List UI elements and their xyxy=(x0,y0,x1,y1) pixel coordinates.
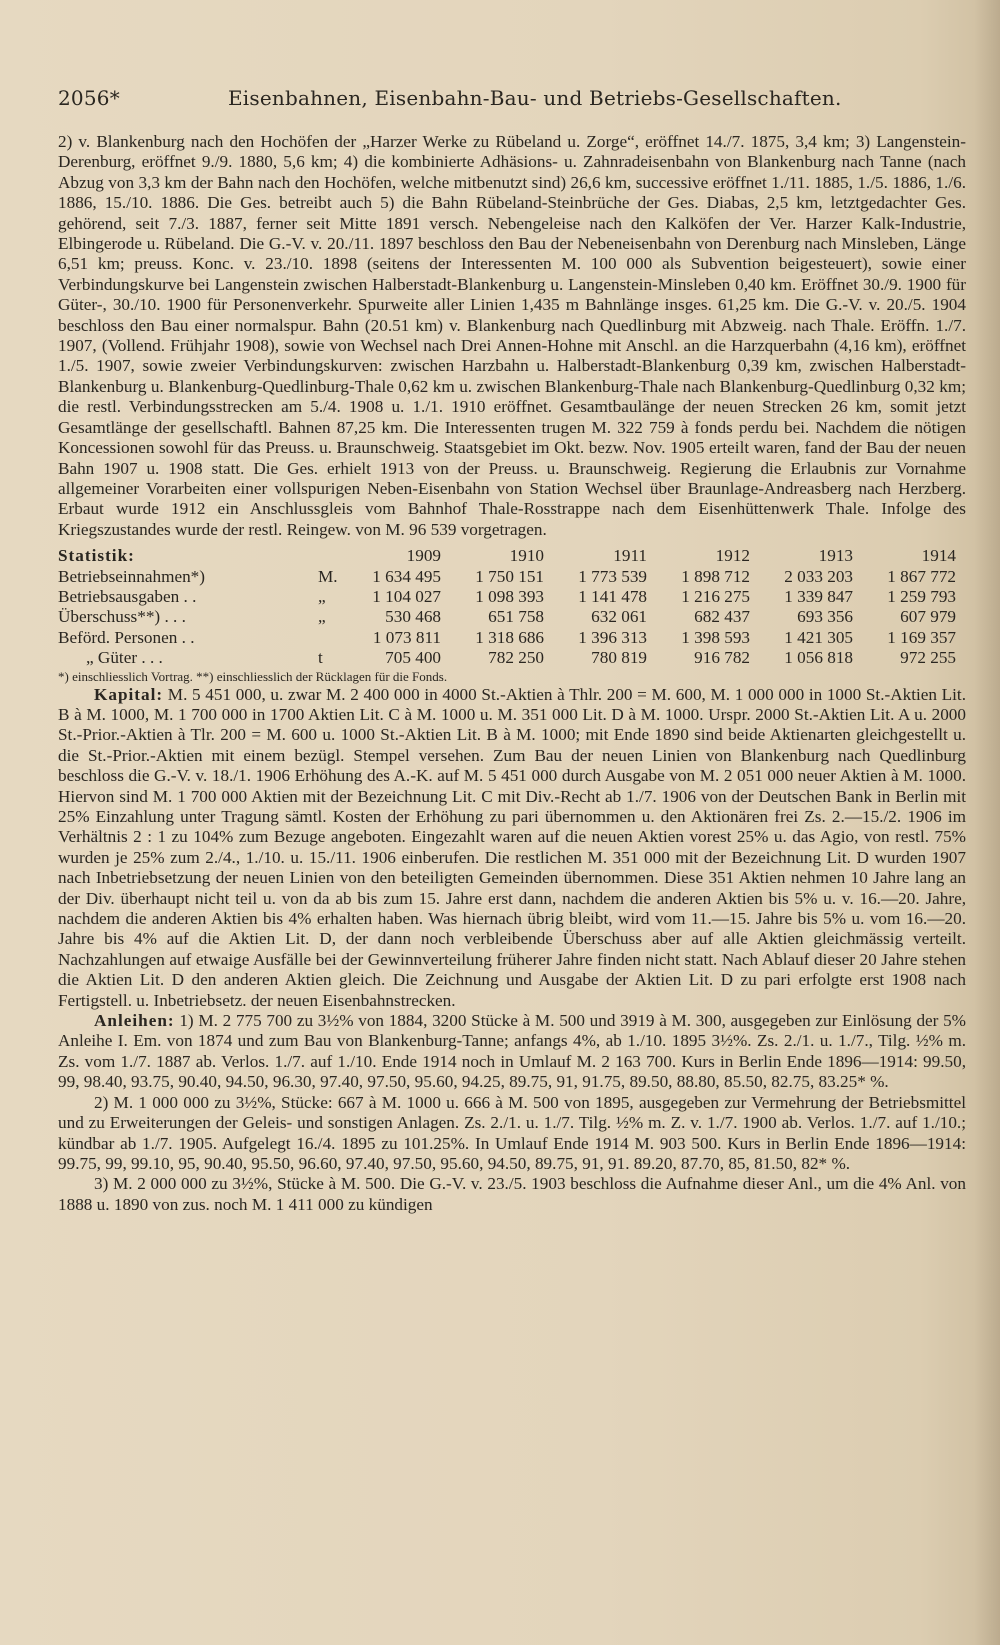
kapital-text: M. 5 451 000, u. zwar M. 2 400 000 in 4000 St.-Aktien à Thlr. 200 = M. 600, M. 1 000 000 in 1000 St.-Aktien Lit. B à M. 1000, M. 1 700 000 in 1700 Aktien Lit. C à M. 1000 u. M. 351 000 Lit. D à M. 1000. Urspr. 2000 St.-Aktien Lit. A u. 2000 St.-Prior.-Aktien à Tlr. 200 = M. 600 u. 1000 St.-Aktien Lit. B à M. 1000; mit Ende 1890 sind beide Aktienarten gleichgestellt u. die St.-Prior.-Aktien mit einem bezügl. Stempel versehen. Zum Bau der neuen Linien von Blankenburg nach Quedlinburg beschloss die G.-V. v. 18./1. 1906 Erhöhung des A.-K. auf M. 5 451 000 durch Ausgabe von M. 2 051 000 neuer Aktien à M. 1000. Hiervon sind M. 1 700 000 Aktien mit der Bezeichnung Lit. C mit Div.-Recht ab 1./7. 1906 von der Deutschen Bank in Berlin mit 25% Einzahlung unter Tragung sämtl. Kosten der Erhöhung zu pari übernommen u. den Aktionären frei Zs. 2.—15./2. 1906 im Verhältnis 2 : 1 zu 104% zum Bezuge angeboten. Eingezahlt waren auf die neuen Aktien vorest 25% u. das Agio, von restl. 75% wurden je 25% zum 2./4., 1./10. u. 15./11. 1906 einberufen. Die restlichen M. 351 000 mit der Bezeichnung Lit. D wurden 1907 nach Inbetriebsetzung der neuen Linien von den beteiligten Gemeinden übernommen. Diese 351 Aktien nehmen 10 Jahre lang an der Div. überhaupt nicht teil u. von da ab bis zum 15. Jahre erst dann, nachdem die anderen Aktien bis 5% u. v. 16.—20. Jahre, nachdem die anderen Aktien bis 4% erhalten haben. Was hiernach übrig bleibt, wird vom 11.—15. Jahre bis 5% u. vom 16.—20. Jahre bis 4% auf die Aktien Lit. D, der dann noch verbleibende Überschuss aber auf alle Aktien gleichmässig verteilt. Nachzahlungen auf etwaige Ausfälle bei der Gewinnverteilung früherer Jahre finden nicht statt. Nach Ablauf dieser 20 Jahre stehen die Aktien Lit. D den anderen Aktien gleich. Die Zeichnung und Ausgabe der Aktien Lit. D zu pari erfolgte erst 1908 nach Fertigstell. u. Inbetriebsetz. der neuen Eisenbahnstrecken. xyxy=(58,684,967,1010)
year-cell: 1913 xyxy=(818,546,853,566)
statistics-label: Statistik: xyxy=(58,546,135,566)
statistics-table xyxy=(58,546,966,668)
anleihen-paragraph-3: 3) M. 2 000 000 zu 3½%, Stücke à M. 500. Die G.-V. v. 23./5. 1903 beschloss die Aufnahme dieser Anl., um die 4% Anl. von 1888 u. 1890 von zus. noch M. 1 411 000 zu kündigen xyxy=(58,1174,966,1214)
table-cell: 1 318 686 xyxy=(475,627,544,647)
table-cell: 607 979 xyxy=(900,607,956,627)
anleihen-label: Anleihen: xyxy=(94,1011,175,1031)
table-cell: 1 098 393 xyxy=(475,586,544,606)
table-cell: 1 396 313 xyxy=(578,627,647,647)
table-cell: 782 250 xyxy=(488,648,544,668)
kapital-paragraph xyxy=(58,685,966,1012)
statistics-header-row xyxy=(58,546,966,566)
kapital-label: Kapital: xyxy=(94,684,164,704)
page-body xyxy=(58,132,966,1215)
page-header xyxy=(58,86,958,116)
table-row xyxy=(58,567,966,587)
table-cell: 1 339 847 xyxy=(784,586,853,606)
row-label: Betriebseinnahmen*) xyxy=(58,566,206,586)
table-cell: 780 819 xyxy=(591,648,647,668)
row-unit xyxy=(318,628,348,648)
table-cell: 1 056 818 xyxy=(784,648,853,668)
anleihen-paragraph-2: 2) M. 1 000 000 zu 3½%, Stücke: 667 à M. 1000 u. 666 à M. 500 von 1895, ausgegeben zur Vermehrung der Betriebsmittel und zu Erweiterungen der Geleis- und sonstigen Anlagen. Zs. 2./1. u. 1./7. Tilg. ½% m. Z. v. 1./7. 1900 ab. Verlos. 1./7. auf 1./10.; kündbar ab 1./7. 1905. Aufgelegt 16./4. 1895 zu 101.25%. In Umlauf Ende 1914 M. 903 500. Kurs in Berlin Ende 1896—1914: 99.75, 99, 99.10, 95, 90.40, 95.50, 96.60, 97.40, 97.50, 95.60, 94.50, 89.75, 91, 91. 89.20, 87.70, 85, 81.50, 82* %. xyxy=(58,1092,966,1173)
anleihen-paragraph-1 xyxy=(58,1011,966,1093)
row-label: Betriebsausgaben . . xyxy=(58,586,197,606)
row-unit: M. xyxy=(318,566,338,586)
year-cell: 1910 xyxy=(509,546,544,566)
row-label: Beförd. Personen . . xyxy=(58,627,195,647)
row-unit: t xyxy=(318,648,323,668)
table-cell: 1 169 357 xyxy=(887,627,956,647)
table-cell: 1 898 712 xyxy=(681,566,750,586)
table-row xyxy=(58,607,966,627)
table-cell: 1 216 275 xyxy=(681,586,750,606)
page-number: 2056* xyxy=(58,86,120,110)
table-cell: 705 400 xyxy=(385,648,441,668)
row-unit: „ xyxy=(318,607,326,627)
table-cell: 916 782 xyxy=(694,648,750,668)
table-cell: 972 255 xyxy=(900,648,956,668)
table-cell: 693 356 xyxy=(797,607,853,627)
table-cell: 1 398 593 xyxy=(681,627,750,647)
page-edge-shadow xyxy=(974,0,1000,1645)
intro-paragraph: 2) v. Blankenburg nach den Hochöfen der „Harzer Werke zu Rübeland u. Zorge“, eröffnet 14./7. 1875, 3,4 km; 3) Langenstein-Derenburg, eröffnet 9./9. 1880, 5,6 km; 4) die kombinierte Adhäsions- u. Zahnradeisenbahn von Blankenburg nach Tanne (nach Abzug von 3,3 km der Bahn nach den Hochöfen, welche mitbenutzt sind) 26,6 km, successive eröffnet 1./11. 1885, 1./5. 1886, 1./6. 1886, 15./10. 1886. Die Ges. betreibt auch 5) die Bahn Rübeland-Steinbrüche der Ges. Diabas, 2,5 km, letztgedachter Ges. gehörend, seit 7./3. 1887, ferner seit Mitte 1891 versch. Nebengeleise nach den Kalköfen der Ver. Harzer Kalk-Industrie, Elbingerode u. Rübeland. Die G.-V. v. 20./11. 1897 beschloss den Bau der Nebeneisenbahn von Derenburg nach Minsleben, Länge 6,51 km; preuss. Konc. v. 23./10. 1898 (seitens der Interessenten M. 100 000 als Subvention beigesteuert), sowie einer Verbindungskurve bei Langenstein zwischen Halberstadt-Blankenburg u. Langenstein-Minsleben 0,40 km. Eröffnet 30./9. 1900 für Güter-, 30./10. 1900 für Personenverkehr. Spurweite aller Linien 1,435 m Bahnlänge insges. 61,25 km. Die G.-V. v. 20./5. 1904 beschloss den Bau einer normalspur. Bahn (20.51 km) v. Blankenburg nach Quedlinburg mit Abzweig. nach Thale. Eröffn. 1./7. 1907, (Vollend. Frühjahr 1908), sowie von Wechsel nach Drei Annen-Hohne mit Anschl. an die Harzquerbahn (4,16 km), eröffnet 1./5. 1907, sowie zweier Verbindungskurven: zwischen Harzbahn u. Halberstadt-Blankenburg 0,39 km, zwischen Halberstadt-Blankenburg u. Blankenburg-Quedlinburg-Thale 0,62 km u. zwischen Blankenburg-Thale nach Blankenburg-Quedlinburg 0,32 km; die restl. Verbindungsstrecken am 5./4. 1908 u. 1./1. 1910 eröffnet. Gesamtbaulänge der neuen Strecken 26 km, somit jetzt Gesamtlänge der gesellschaftl. Bahnen 87,25 km. Die Interessenten trugen M. 322 759 à fonds perdu bei. Nachdem die nötigen Koncessionen sowohl für das Preuss. u. Braunschweig. Staatsgebiet im Okt. bezw. Nov. 1905 erteilt waren, fand der Bau der neuen Bahn 1907 u. 1908 statt. Die Ges. erhielt 1913 von der Preuss. u. Braunschweig. Regierung die Erlaubnis zur Vornahme allgemeiner Vorarbeiten einer vollspurigen Neben-Eisenbahn von Station Wechsel über Braunlage-Andreasberg nach Herzberg. Erbaut wurde 1912 ein Anschlussgleis vom Bahnhof Thale-Rosstrappe nach dem Eisenhüttenwerk Thale. Infolge des Kriegszustandes wurde der restl. Reingew. von M. 96 539 vorgetragen. xyxy=(58,132,966,539)
year-cell: 1909 xyxy=(406,546,441,566)
table-cell: 1 773 539 xyxy=(578,566,647,586)
year-cell: 1911 xyxy=(613,546,647,566)
table-row xyxy=(58,648,966,668)
table-cell: 682 437 xyxy=(694,607,750,627)
table-cell: 1 073 811 xyxy=(372,627,441,647)
row-unit: „ xyxy=(318,586,326,606)
table-row xyxy=(58,587,966,607)
year-cell: 1914 xyxy=(921,546,956,566)
table-cell: 2 033 203 xyxy=(784,566,853,586)
table-cell: 1 141 478 xyxy=(578,586,647,606)
table-cell: 1 259 793 xyxy=(887,586,956,606)
table-row xyxy=(58,628,966,648)
year-cell: 1912 xyxy=(715,546,750,566)
table-cell: 1 750 151 xyxy=(475,566,544,586)
table-cell: 1 104 027 xyxy=(372,586,441,606)
row-label: Überschuss**) . . . xyxy=(58,607,186,627)
table-cell: 651 758 xyxy=(488,607,544,627)
running-title: Eisenbahnen, Eisenbahn-Bau- und Betriebs-Gesellschaften. xyxy=(228,86,842,110)
table-cell: 1 421 305 xyxy=(784,627,853,647)
row-label: „ Güter . . . xyxy=(86,648,163,668)
table-cell: 1 867 772 xyxy=(887,566,956,586)
statistics-footnote: *) einschliesslich Vortrag. **) einschliesslich der Rücklagen für die Fonds. xyxy=(58,668,448,684)
table-cell: 530 468 xyxy=(385,607,441,627)
table-cell: 1 634 495 xyxy=(372,566,441,586)
table-cell: 632 061 xyxy=(591,607,647,627)
anleihen-text-1: 1) M. 2 775 700 zu 3½% von 1884, 3200 Stücke à M. 500 und 3919 à M. 300, ausgegeben zur Einlösung der 5% Anleihe I. Em. von 1874 und zum Bau von Blankenburg-Tanne; anfangs 4%, ab 1./10. 1895 3½%. Zs. 2./1. u. 1./7., Tilg. ½% m. Zs. vom 1./7. 1887 ab. Verlos. 1./7. auf 1./10. Ende 1914 noch in Umlauf M. 2 163 700. Kurs in Berlin Ende 1896—1914: 99.50, 99, 98.40, 93.75, 90.40, 94.50, 96.30, 97.40, 97.50, 95.60, 94.25, 89.75, 91, 91.75, 89.50, 88.80, 85.50, 82.75, 83.25* %. xyxy=(58,1011,966,1092)
